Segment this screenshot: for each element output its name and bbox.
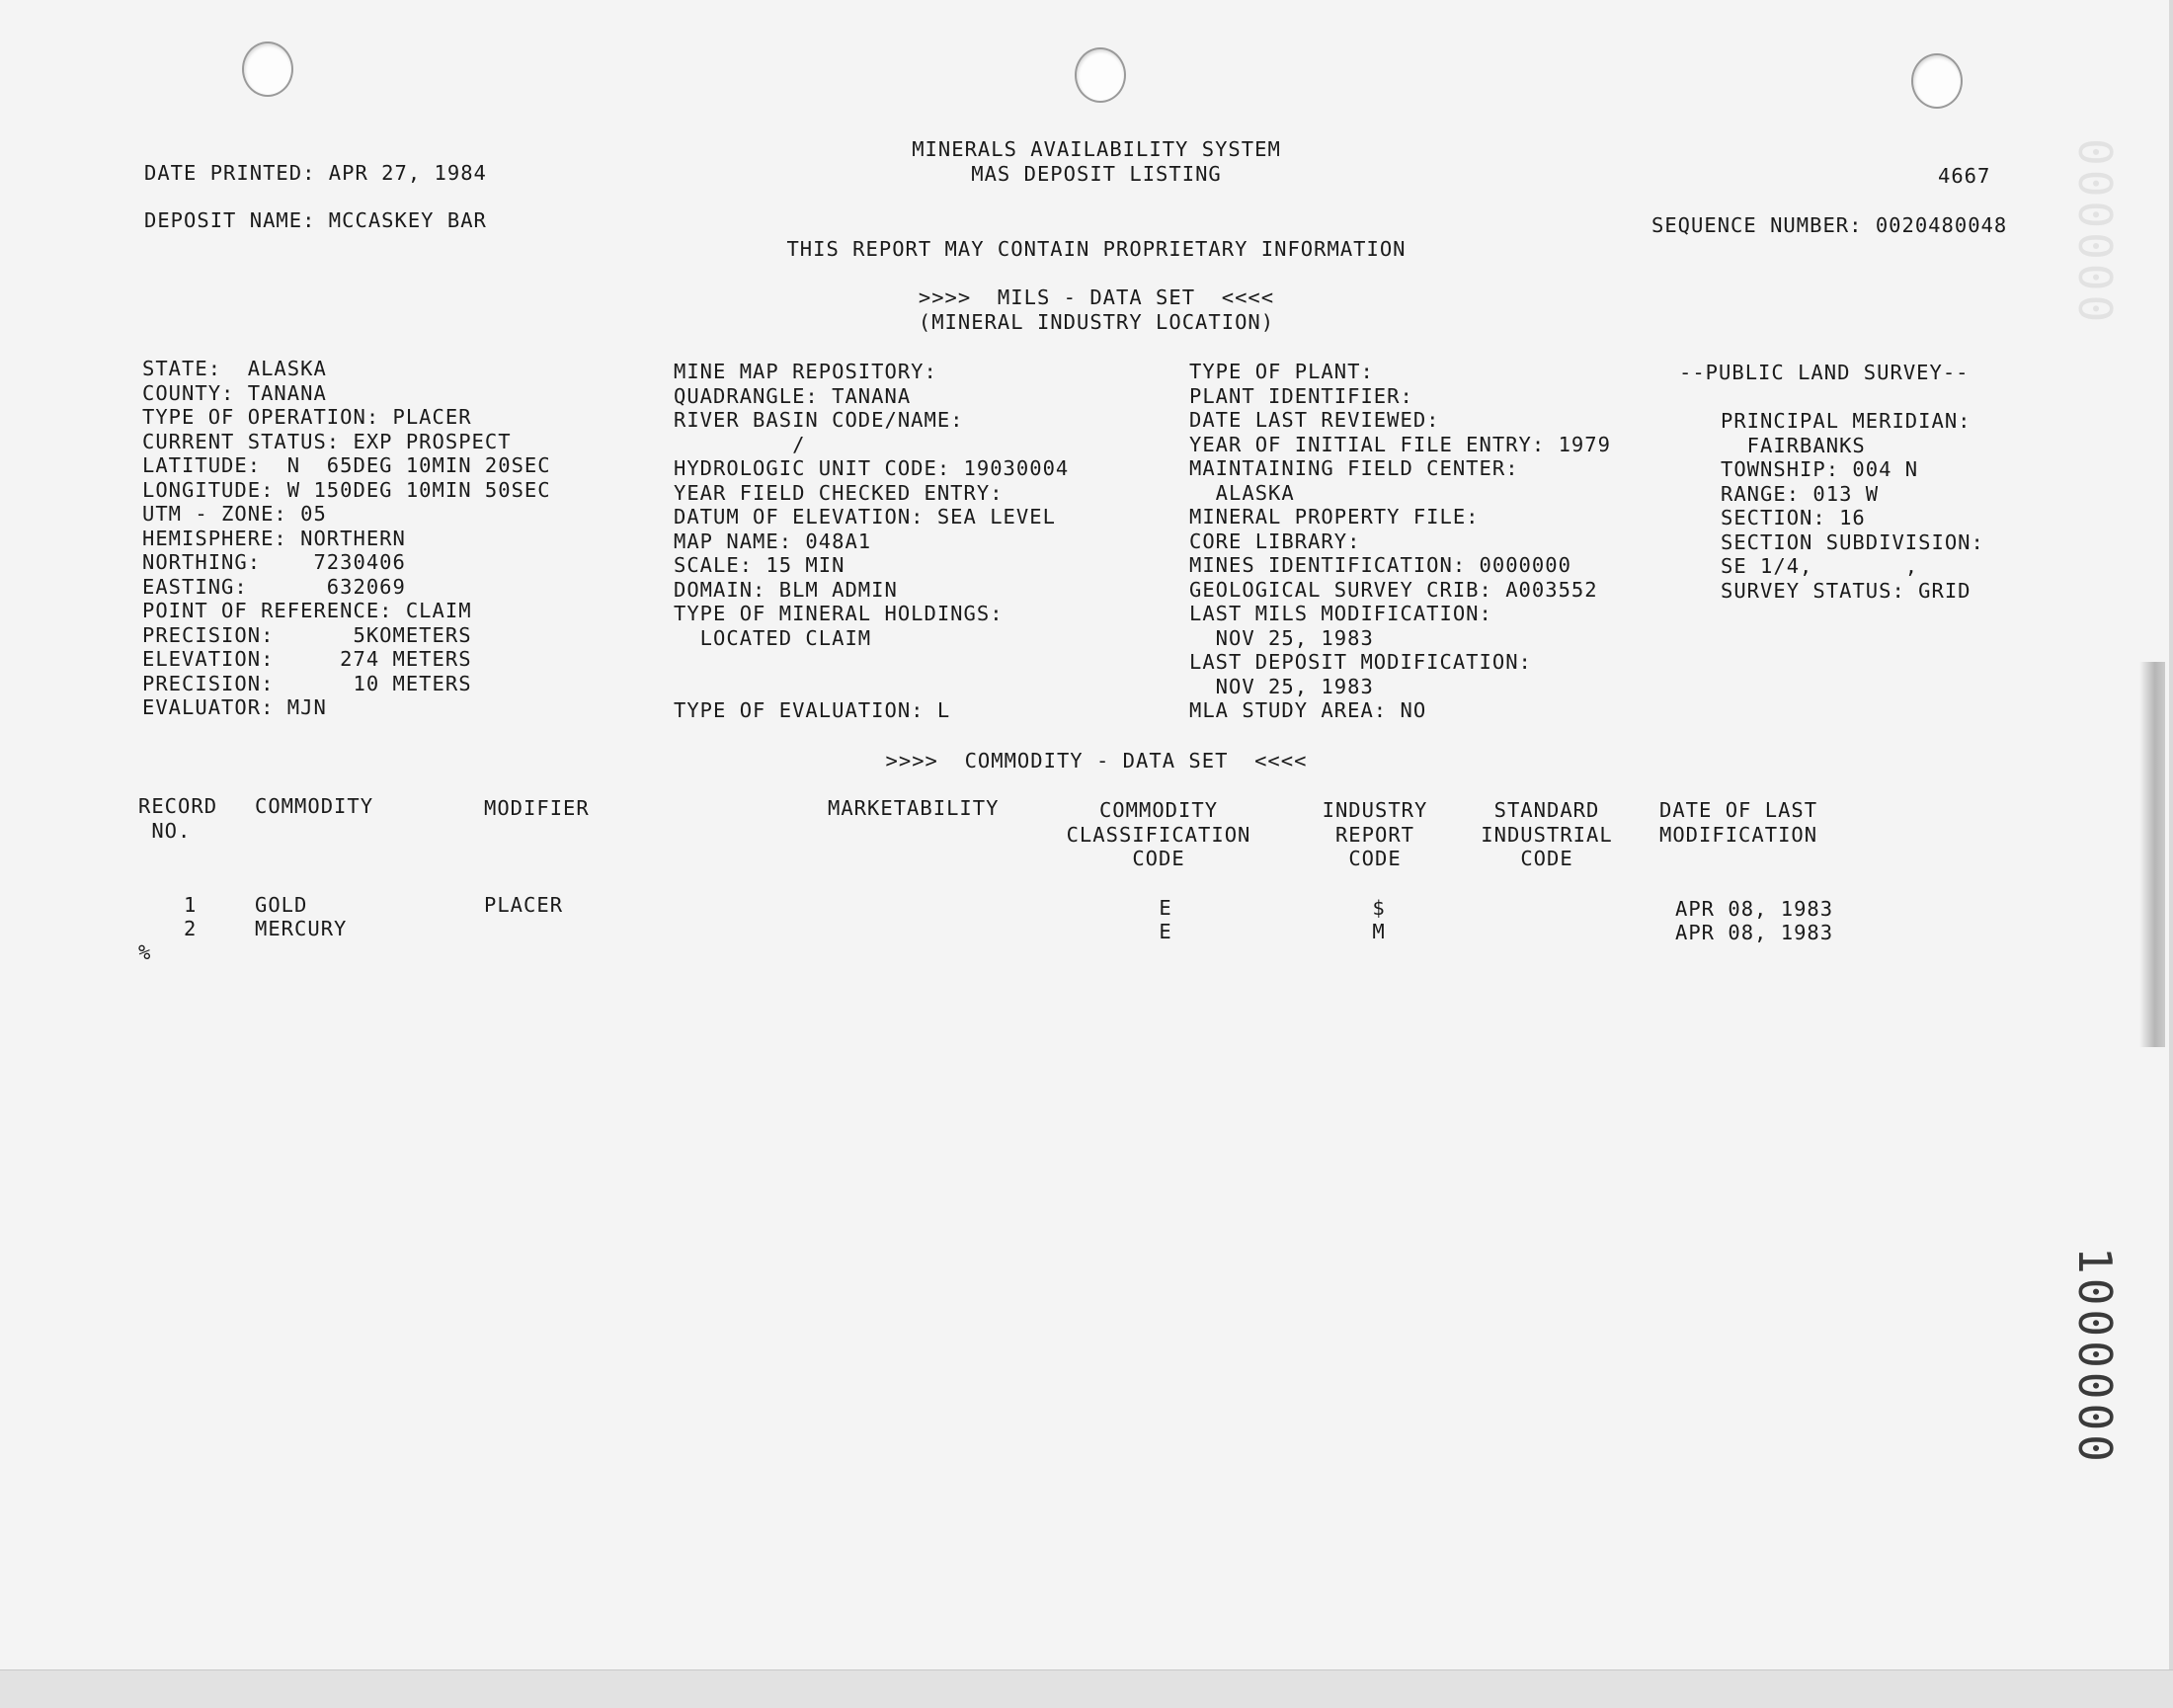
end-marker: % [138, 940, 152, 964]
field-line: EVALUATOR: MJN [142, 695, 327, 719]
field-line: ELEVATION: 274 METERS [142, 647, 472, 671]
page-edge-shadow [2139, 662, 2165, 1047]
row-1-industry-report-code: $ [1372, 896, 1386, 920]
field-line: MLA STUDY AREA: NO [1189, 698, 1427, 722]
field-line [674, 675, 1069, 699]
mils-column-location [142, 357, 551, 720]
mils-title: >>>> MILS - DATA SET <<<< [918, 285, 1275, 309]
field-line: NORTHING: 7230406 [142, 550, 406, 574]
field-line: TYPE OF MINERAL HOLDINGS: [674, 602, 1004, 625]
row-2-date: APR 08, 1983 [1675, 921, 1834, 944]
field-line: QUADRANGLE: TANANA [674, 383, 912, 408]
row-1-modifier: PLACER [484, 893, 564, 917]
row-1-record-no: 1 [184, 893, 198, 917]
header-industry-report-code: INDUSTRY REPORT CODE [1322, 798, 1428, 870]
field-line: LATITUDE: N 65DEG 10MIN 20SEC [142, 453, 551, 477]
row-2-commodity: MERCURY [255, 917, 348, 940]
field-line: TYPE OF OPERATION: PLACER [142, 405, 472, 429]
field-line: COUNTY: TANANA [142, 380, 327, 405]
field-line: YEAR OF INITIAL FILE ENTRY: 1979 [1189, 432, 1611, 456]
field-line: DOMAIN: BLM ADMIN [674, 577, 898, 602]
field-line: GEOLOGICAL SURVEY CRIB: A003552 [1189, 577, 1598, 602]
header-classification-code: COMMODITY CLASSIFICATION CODE [1066, 798, 1251, 870]
commodity-title: >>>> COMMODITY - DATA SET <<<< [885, 749, 1308, 773]
field-line: TYPE OF EVALUATION: L [674, 698, 951, 722]
stamp-number: 1000000 [2068, 1247, 2122, 1466]
row-2-industry-report-code: M [1372, 920, 1386, 943]
field-line: MINES IDENTIFICATION: 0000000 [1189, 553, 1571, 577]
field-line: SECTION: 16 [1721, 506, 1866, 529]
field-line [674, 650, 1069, 675]
header-record-no: RECORD NO. [138, 794, 218, 843]
row-1-classification-code: E [1159, 896, 1172, 920]
deposit-name: DEPOSIT NAME: MCCASKEY BAR [144, 208, 487, 232]
field-line: MAINTAINING FIELD CENTER: [1189, 456, 1519, 480]
field-line: CORE LIBRARY: [1189, 529, 1361, 553]
field-line: TOWNSHIP: 004 N [1721, 457, 1919, 481]
field-line: PLANT IDENTIFIER: [1189, 383, 1413, 408]
field-line: LONGITUDE: W 150DEG 10MIN 50SEC [142, 477, 551, 502]
field-line: STATE: ALASKA [142, 357, 327, 380]
field-line: POINT OF REFERENCE: CLAIM [142, 599, 472, 622]
field-line: DATE LAST REVIEWED: [1189, 408, 1440, 432]
mils-column-hydrology [674, 360, 1069, 723]
field-line: SECTION SUBDIVISION: [1721, 529, 1984, 554]
field-line: MAP NAME: 048A1 [674, 529, 872, 553]
field-line: LOCATED CLAIM [674, 625, 872, 650]
field-line: PRECISION: 10 METERS [142, 671, 472, 695]
punch-hole-right [1911, 53, 1963, 109]
field-line: CURRENT STATUS: EXP PROSPECT [142, 429, 512, 453]
header-standard-industrial-code: STANDARD INDUSTRIAL CODE [1481, 798, 1613, 870]
scanner-bottom-strip [0, 1669, 2173, 1708]
page-number: 4667 [1938, 164, 1991, 188]
field-line: NOV 25, 1983 [1189, 625, 1374, 650]
plss-title: --PUBLIC LAND SURVEY-- [1679, 361, 1970, 384]
field-line: / [674, 432, 806, 456]
date-printed: DATE PRINTED: APR 27, 1984 [144, 161, 487, 185]
field-line: HYDROLOGIC UNIT CODE: 19030004 [674, 456, 1070, 480]
field-line: DATUM OF ELEVATION: SEA LEVEL [674, 505, 1056, 529]
listing-title: MAS DEPOSIT LISTING [971, 162, 1222, 186]
field-line: LAST DEPOSIT MODIFICATION: [1189, 650, 1532, 674]
header-modifier: MODIFIER [484, 796, 590, 820]
field-line: FAIRBANKS [1721, 433, 1866, 457]
field-line: TYPE OF PLANT: [1189, 360, 1374, 383]
faint-stamp-number: 000000 [2068, 138, 2122, 327]
field-line: MINE MAP REPOSITORY: [674, 360, 937, 383]
header-date-of-last-modification: DATE OF LAST MODIFICATION [1659, 798, 1818, 847]
field-line: SE 1/4, , [1721, 554, 1919, 578]
proprietary-notice: THIS REPORT MAY CONTAIN PROPRIETARY INFORMATION [786, 237, 1407, 261]
field-line: RIVER BASIN CODE/NAME: [674, 408, 964, 432]
field-line: LAST MILS MODIFICATION: [1189, 602, 1492, 625]
field-line: PRINCIPAL MERIDIAN: [1721, 409, 1972, 433]
header-marketability: MARKETABILITY [828, 796, 1000, 820]
mils-column-land-survey [1721, 409, 1984, 603]
punch-hole-left [242, 41, 293, 97]
header-commodity: COMMODITY [255, 794, 374, 818]
field-line: RANGE: 013 W [1721, 481, 1880, 506]
field-line: HEMISPHERE: NORTHERN [142, 526, 406, 550]
mils-subtitle: (MINERAL INDUSTRY LOCATION) [918, 310, 1275, 334]
field-line: PRECISION: 5KOMETERS [142, 622, 472, 647]
row-2-record-no: 2 [184, 917, 198, 940]
row-1-commodity: GOLD [255, 893, 308, 917]
row-2-classification-code: E [1159, 920, 1172, 943]
field-line: ALASKA [1189, 480, 1295, 505]
field-line: EASTING: 632069 [142, 574, 406, 599]
field-line: NOV 25, 1983 [1189, 674, 1374, 698]
field-line: SURVEY STATUS: GRID [1721, 578, 1972, 603]
system-title: MINERALS AVAILABILITY SYSTEM [912, 137, 1281, 161]
field-line: UTM - ZONE: 05 [142, 502, 327, 526]
punch-hole-center [1075, 47, 1126, 103]
field-line: SCALE: 15 MIN [674, 553, 845, 577]
field-line: YEAR FIELD CHECKED ENTRY: [674, 480, 1004, 505]
mils-column-plant [1189, 360, 1611, 723]
sequence-number: SEQUENCE NUMBER: 0020480048 [1651, 213, 2008, 237]
row-1-date: APR 08, 1983 [1675, 897, 1834, 921]
field-line: MINERAL PROPERTY FILE: [1189, 505, 1480, 529]
